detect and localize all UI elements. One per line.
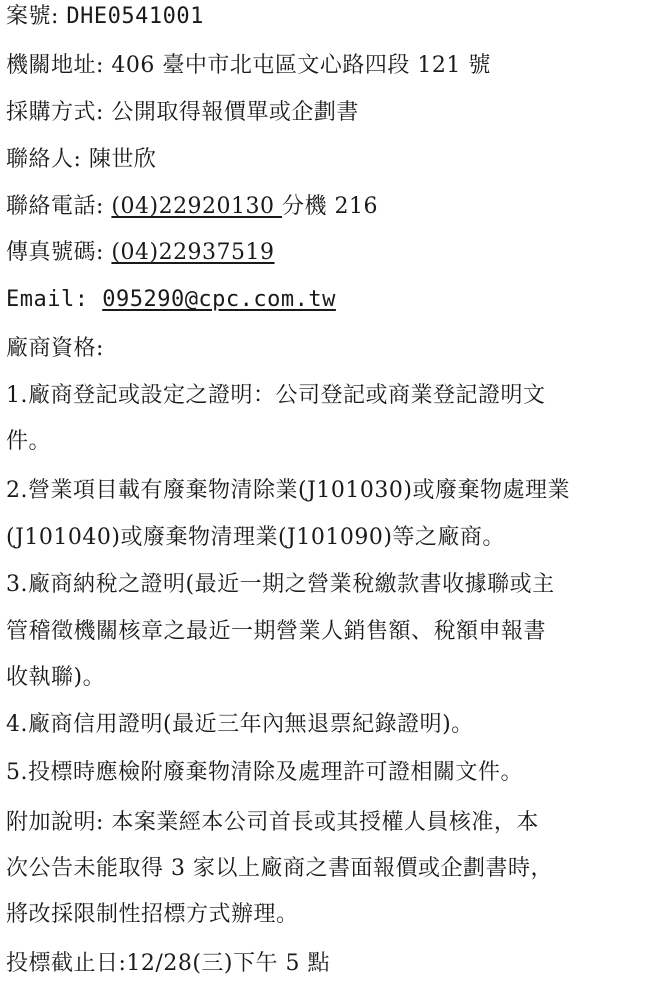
qualifications-heading: 廠商資格: [6, 336, 104, 361]
procurement-method-value: 公開取得報價單或企劃書 [111, 100, 359, 125]
deadline-label: 投標截止日: [6, 951, 127, 976]
qualification-line: 收執聯)。 [6, 665, 106, 690]
agency-address-label: 機關地址: [6, 53, 112, 78]
qualification-line: 管稽徵機關核章之最近一期營業人銷售額、稅額申報書 [6, 619, 547, 644]
qualification-line: 1.廠商登記或設定之證明：公司登記或商業登記證明文 [6, 383, 546, 408]
phone-line [6, 193, 646, 221]
agency-address-line [6, 52, 646, 80]
phone-value: (04)22920130 [111, 194, 283, 219]
qualification-line: 5.投標時應檢附廢棄物清除及處理許可證相關文件。 [6, 760, 523, 785]
fax-label: 傳真號碼: [6, 240, 112, 265]
contact-value: 陳世欣 [88, 147, 157, 172]
notes-line: 次公告未能取得 3 家以上廠商之書面報價或企劃書時， [6, 856, 553, 881]
deadline-line [6, 950, 646, 978]
fax-value: (04)22937519 [111, 240, 275, 265]
phone-label: 聯絡電話: [6, 194, 112, 219]
email-value: 095290@cpc.com.tw [102, 287, 336, 312]
fax-line [6, 239, 646, 267]
qualification-line: 2.營業項目載有廢棄物清除業(J101030)或廢棄物處理業 [6, 478, 570, 503]
qualification-line: (J101040)或廢棄物清理業(J101090)等之廠商。 [6, 525, 505, 550]
email-label: Email: [6, 287, 103, 312]
procurement-method-label: 採購方式: [6, 100, 112, 125]
notes-line: 附加說明: 本案業經本公司首長或其授權人員核准，本 [6, 810, 539, 835]
qualification-line: 4.廠商信用證明(最近三年內無退票紀錄證明)。 [6, 712, 474, 737]
qualification-line: 件。 [6, 429, 52, 454]
agency-address-value: 406 臺中市北屯區文心路四段 121 號 [111, 53, 491, 78]
email-line [6, 286, 646, 314]
case-number-line [6, 3, 646, 31]
notes-line: 將改採限制性招標方式辦理。 [6, 902, 299, 927]
case-number-value: DHE0541001 [66, 4, 204, 29]
case-number-label: 案號: [6, 4, 67, 29]
qualification-line: 3.廠商納稅之證明(最近一期之營業稅繳款書收據聯或主 [6, 572, 555, 597]
contact-line [6, 146, 646, 174]
phone-extension: 分機 216 [282, 194, 379, 219]
contact-label: 聯絡人: [6, 147, 89, 172]
deadline-value: 12/28(三)下午 5 點 [126, 951, 330, 976]
procurement-method-line [6, 99, 646, 127]
